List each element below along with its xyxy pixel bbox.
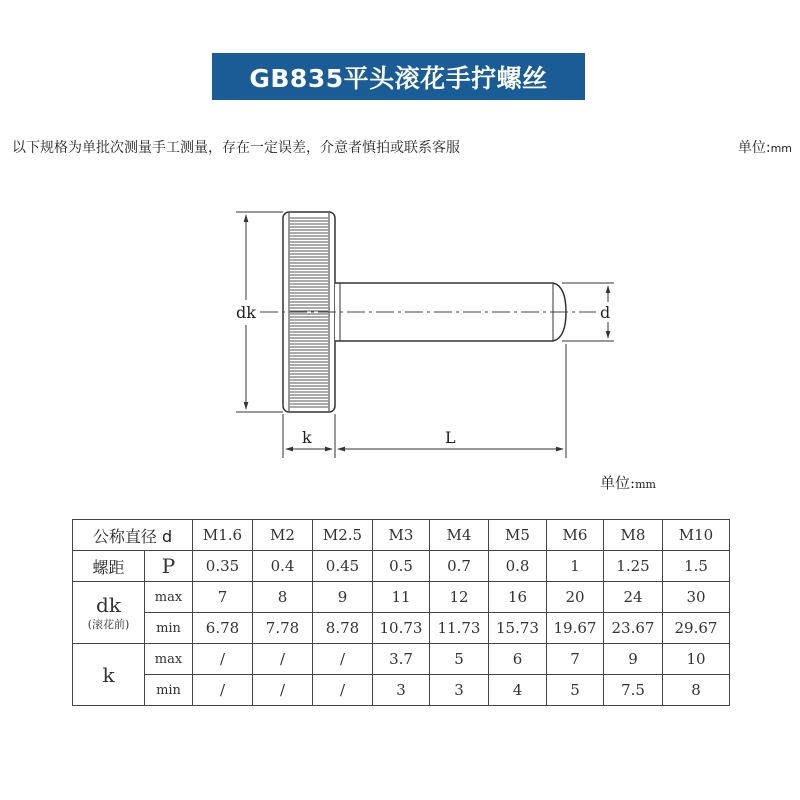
table-cell: 1 [547,551,604,582]
d-dimension-label: d [600,303,611,322]
dk-header-label: dk [96,592,121,617]
table-cell: / [193,675,253,706]
table-cell: 0.45 [313,551,373,582]
table-cell: 7.78 [253,613,313,644]
table-cell: 0.7 [430,551,489,582]
pitch-symbol: P [145,551,193,582]
dk-header-sub: (滚花前) [87,617,130,631]
unit-label-mid [600,472,656,493]
table-row-size [73,520,730,551]
table-cell: 0.8 [489,551,547,582]
table-cell: 8.78 [313,613,373,644]
table-cell: / [253,675,313,706]
table-cell: 9 [604,644,663,675]
page-title: GB835平头滚花手拧螺丝 [249,63,548,93]
table-row-k-min [73,675,730,706]
dk-header [73,582,145,644]
table-cell: 7 [547,644,604,675]
table-cell: / [313,644,373,675]
unit-label-value: mm [770,142,792,155]
table-cell: 10 [663,644,730,675]
unit-label-text: 单位: [737,140,771,156]
k-header: k [73,644,145,706]
table-cell: 15.73 [489,613,547,644]
table-cell: 1.5 [663,551,730,582]
table-cell: 29.67 [663,613,730,644]
table-cell: M5 [489,520,547,551]
table-cell: 16 [489,582,547,613]
measurement-note: 以下规格为单批次测量手工测量，存在一定误差，介意者慎拍或联系客服 [12,140,460,156]
k-dimension-label: k [302,428,312,447]
table-cell: 23.67 [604,613,663,644]
table-cell: 19.67 [547,613,604,644]
spec-table [72,519,730,706]
table-cell: 7 [193,582,253,613]
table-cell: 3 [430,675,489,706]
table-cell: / [313,675,373,706]
table-cell: 7.5 [604,675,663,706]
table-cell: 1.25 [604,551,663,582]
table-cell: 5 [547,675,604,706]
table-cell: 8 [253,582,313,613]
table-cell: 11.73 [430,613,489,644]
table-cell: 6.78 [193,613,253,644]
table-cell: 8 [663,675,730,706]
max-label: max [145,644,193,675]
size-header: 公称直径 d [73,520,193,551]
table-cell: 9 [313,582,373,613]
table-cell: 4 [489,675,547,706]
table-cell: 24 [604,582,663,613]
table-cell: M2.5 [313,520,373,551]
table-cell: 6 [489,644,547,675]
L-dimension-label: L [445,428,456,447]
pitch-header: 螺距 [73,551,145,582]
table-cell: 11 [373,582,430,613]
table-cell: M3 [373,520,430,551]
table-cell: M6 [547,520,604,551]
table-cell: 20 [547,582,604,613]
table-cell: 5 [430,644,489,675]
table-row-dk-max [73,582,730,613]
table-row-pitch [73,551,730,582]
table-cell: M4 [430,520,489,551]
table-cell: 0.5 [373,551,430,582]
min-label: min [145,613,193,644]
max-label: max [145,582,193,613]
dk-dimension-label: dk [236,303,256,322]
table-cell: M1.6 [193,520,253,551]
table-cell: 3 [373,675,430,706]
table-cell: / [193,644,253,675]
table-cell: 30 [663,582,730,613]
table-row-dk-min [73,613,730,644]
min-label: min [145,675,193,706]
table-cell: M2 [253,520,313,551]
table-cell: M8 [604,520,663,551]
table-cell: 0.35 [193,551,253,582]
unit-label-text: 单位: [600,474,636,492]
table-cell: 3.7 [373,644,430,675]
table-cell: 12 [430,582,489,613]
table-cell: M10 [663,520,730,551]
table-cell: 0.4 [253,551,313,582]
table-cell: 10.73 [373,613,430,644]
unit-label-value: mm [635,478,656,491]
table-cell: / [253,644,313,675]
table-row-k-max [73,644,730,675]
